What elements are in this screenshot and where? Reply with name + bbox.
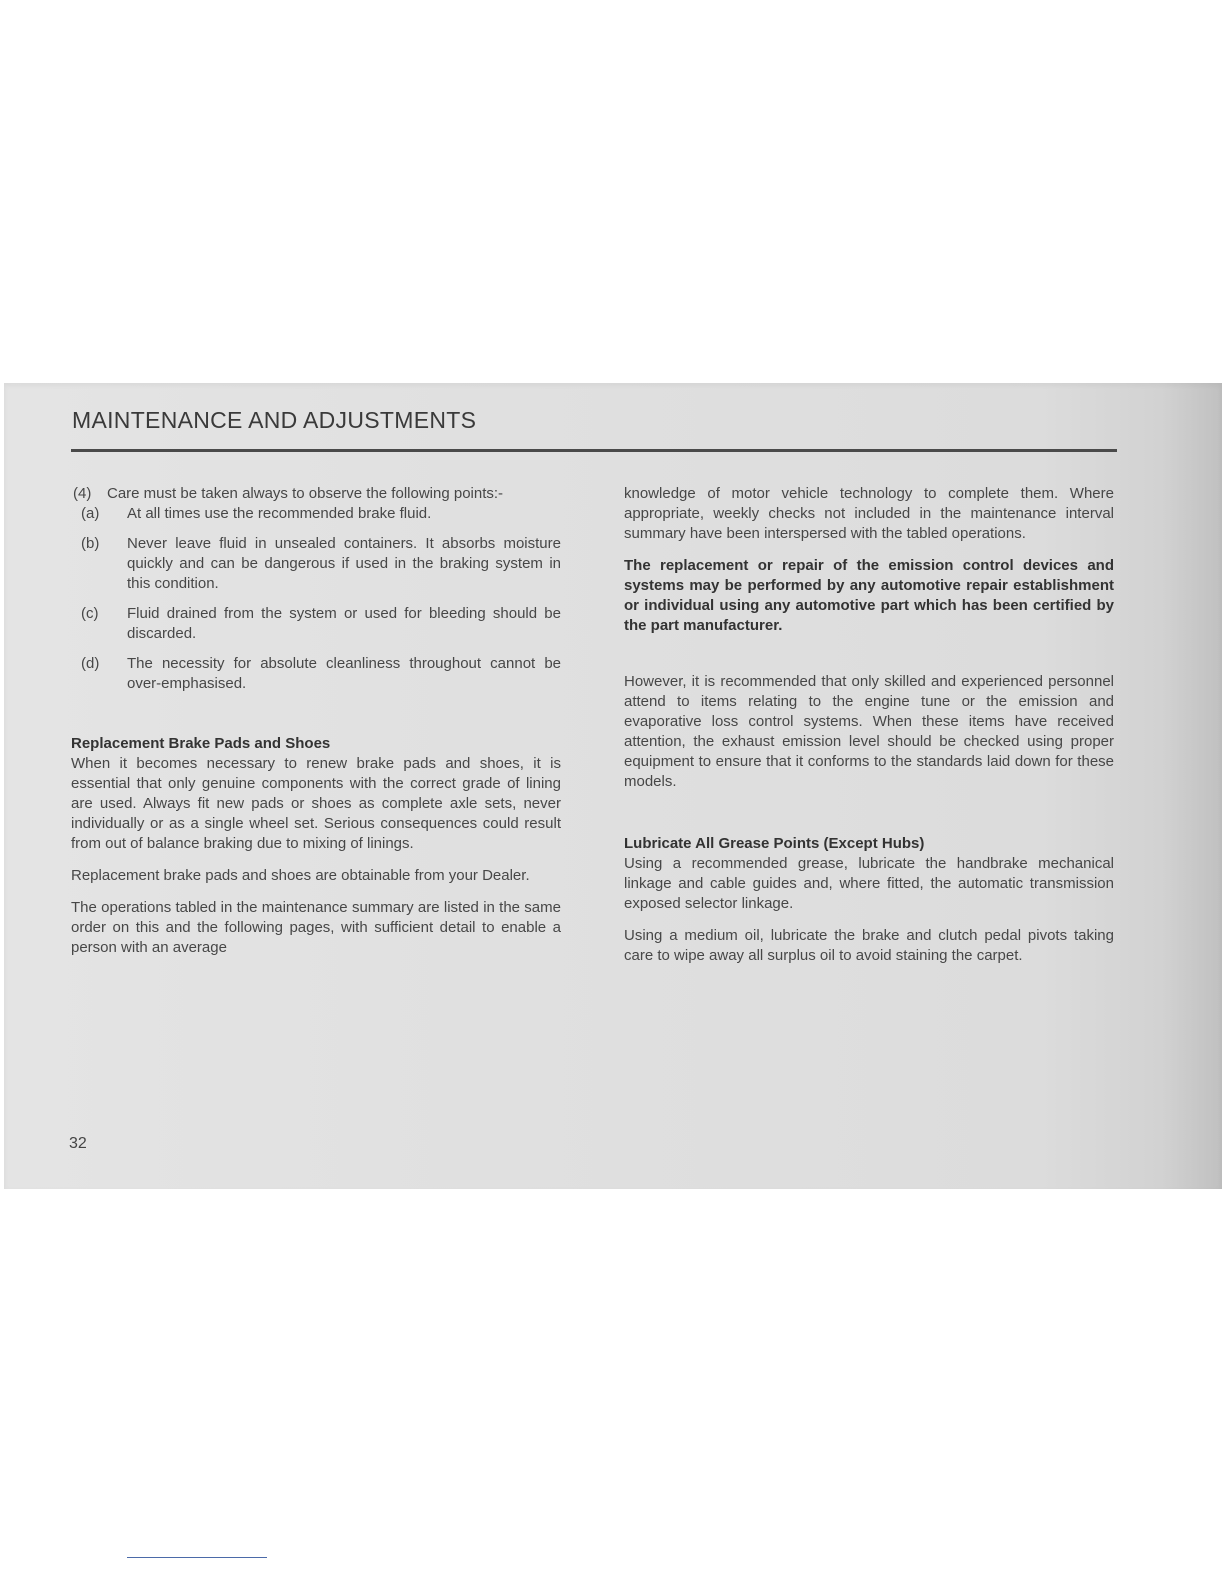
sub-item-a-text: At all times use the recommended brake fluid.: [127, 505, 432, 522]
sub-item-d: [71, 654, 561, 694]
sub-item-b-text: Never leave fluid in unsealed containers. It absorbs moisture quickly and can be dangerous if used in the braking system in this condition.: [127, 535, 561, 592]
sub-item-a: [71, 504, 561, 524]
sub-item-b-label: (b): [81, 535, 100, 552]
operations-paragraph: The operations tabled in the maintenance summary are listed in the same order on this and the following pages, with sufficient detail to enable a person with an average: [71, 899, 561, 956]
point-4-text: Care must be taken always to observe the following points:-: [107, 485, 504, 502]
point-4-label: (4): [73, 485, 92, 502]
however-paragraph: However, it is recommended that only skilled and experienced personnel attend to items relating to the engine tune or the emission and evaporative loss control systems. When these items have received attention, the exhaust emission level should be checked using proper equipment to ensure that it conforms to the standards laid down for these models.: [624, 673, 1114, 790]
lubricate-paragraph-1: Using a recommended grease, lubricate the handbrake mechanical linkage and cable guides and, where fitted, the automatic transmission exposed selector linkage.: [624, 855, 1114, 912]
right-column: [624, 484, 1114, 966]
title-rule: [71, 449, 1117, 452]
left-column: [71, 484, 561, 958]
sub-item-c-text: Fluid drained from the system or used for bleeding should be discarded.: [127, 605, 561, 642]
sub-item-d-label: (d): [81, 655, 100, 672]
sub-item-b: [71, 534, 561, 594]
emission-notice: The replacement or repair of the emission control devices and systems may be performed by any automotive repair establishment or individual using any automotive part which has been certified by the part manufacturer.: [624, 557, 1114, 634]
brake-paragraph-1: When it becomes necessary to renew brake pads and shoes, it is essential that only genuine components with the correct grade of lining are used. Always fit new pads or shoes as complete axle sets, never individually or as a single wheel set. Serious consequences could result from out of balance braking due to mixing of linings.: [71, 755, 561, 852]
point-4: [71, 484, 561, 504]
continuation-paragraph: knowledge of motor vehicle technology to complete them. Where appropriate, weekly checks not included in the maintenance interval summary have been interspersed with the tabled operations.: [624, 485, 1114, 542]
lubricate-heading: Lubricate All Grease Points (Except Hubs): [624, 835, 925, 852]
sub-item-c: [71, 604, 561, 644]
sub-item-a-label: (a): [81, 505, 100, 522]
brake-heading: Replacement Brake Pads and Shoes: [71, 735, 331, 752]
footer-line: [127, 1557, 267, 1558]
sub-item-d-text: The necessity for absolute cleanliness throughout cannot be over-emphasised.: [127, 655, 561, 692]
brake-paragraph-2: Replacement brake pads and shoes are obtainable from your Dealer.: [71, 867, 530, 884]
lubricate-paragraph-2: Using a medium oil, lubricate the brake and clutch pedal pivots taking care to wipe away all surplus oil to avoid staining the carpet.: [624, 927, 1114, 964]
sub-item-c-label: (c): [81, 605, 99, 622]
page-title: MAINTENANCE AND ADJUSTMENTS: [72, 407, 477, 433]
page-number: 32: [69, 1135, 87, 1152]
